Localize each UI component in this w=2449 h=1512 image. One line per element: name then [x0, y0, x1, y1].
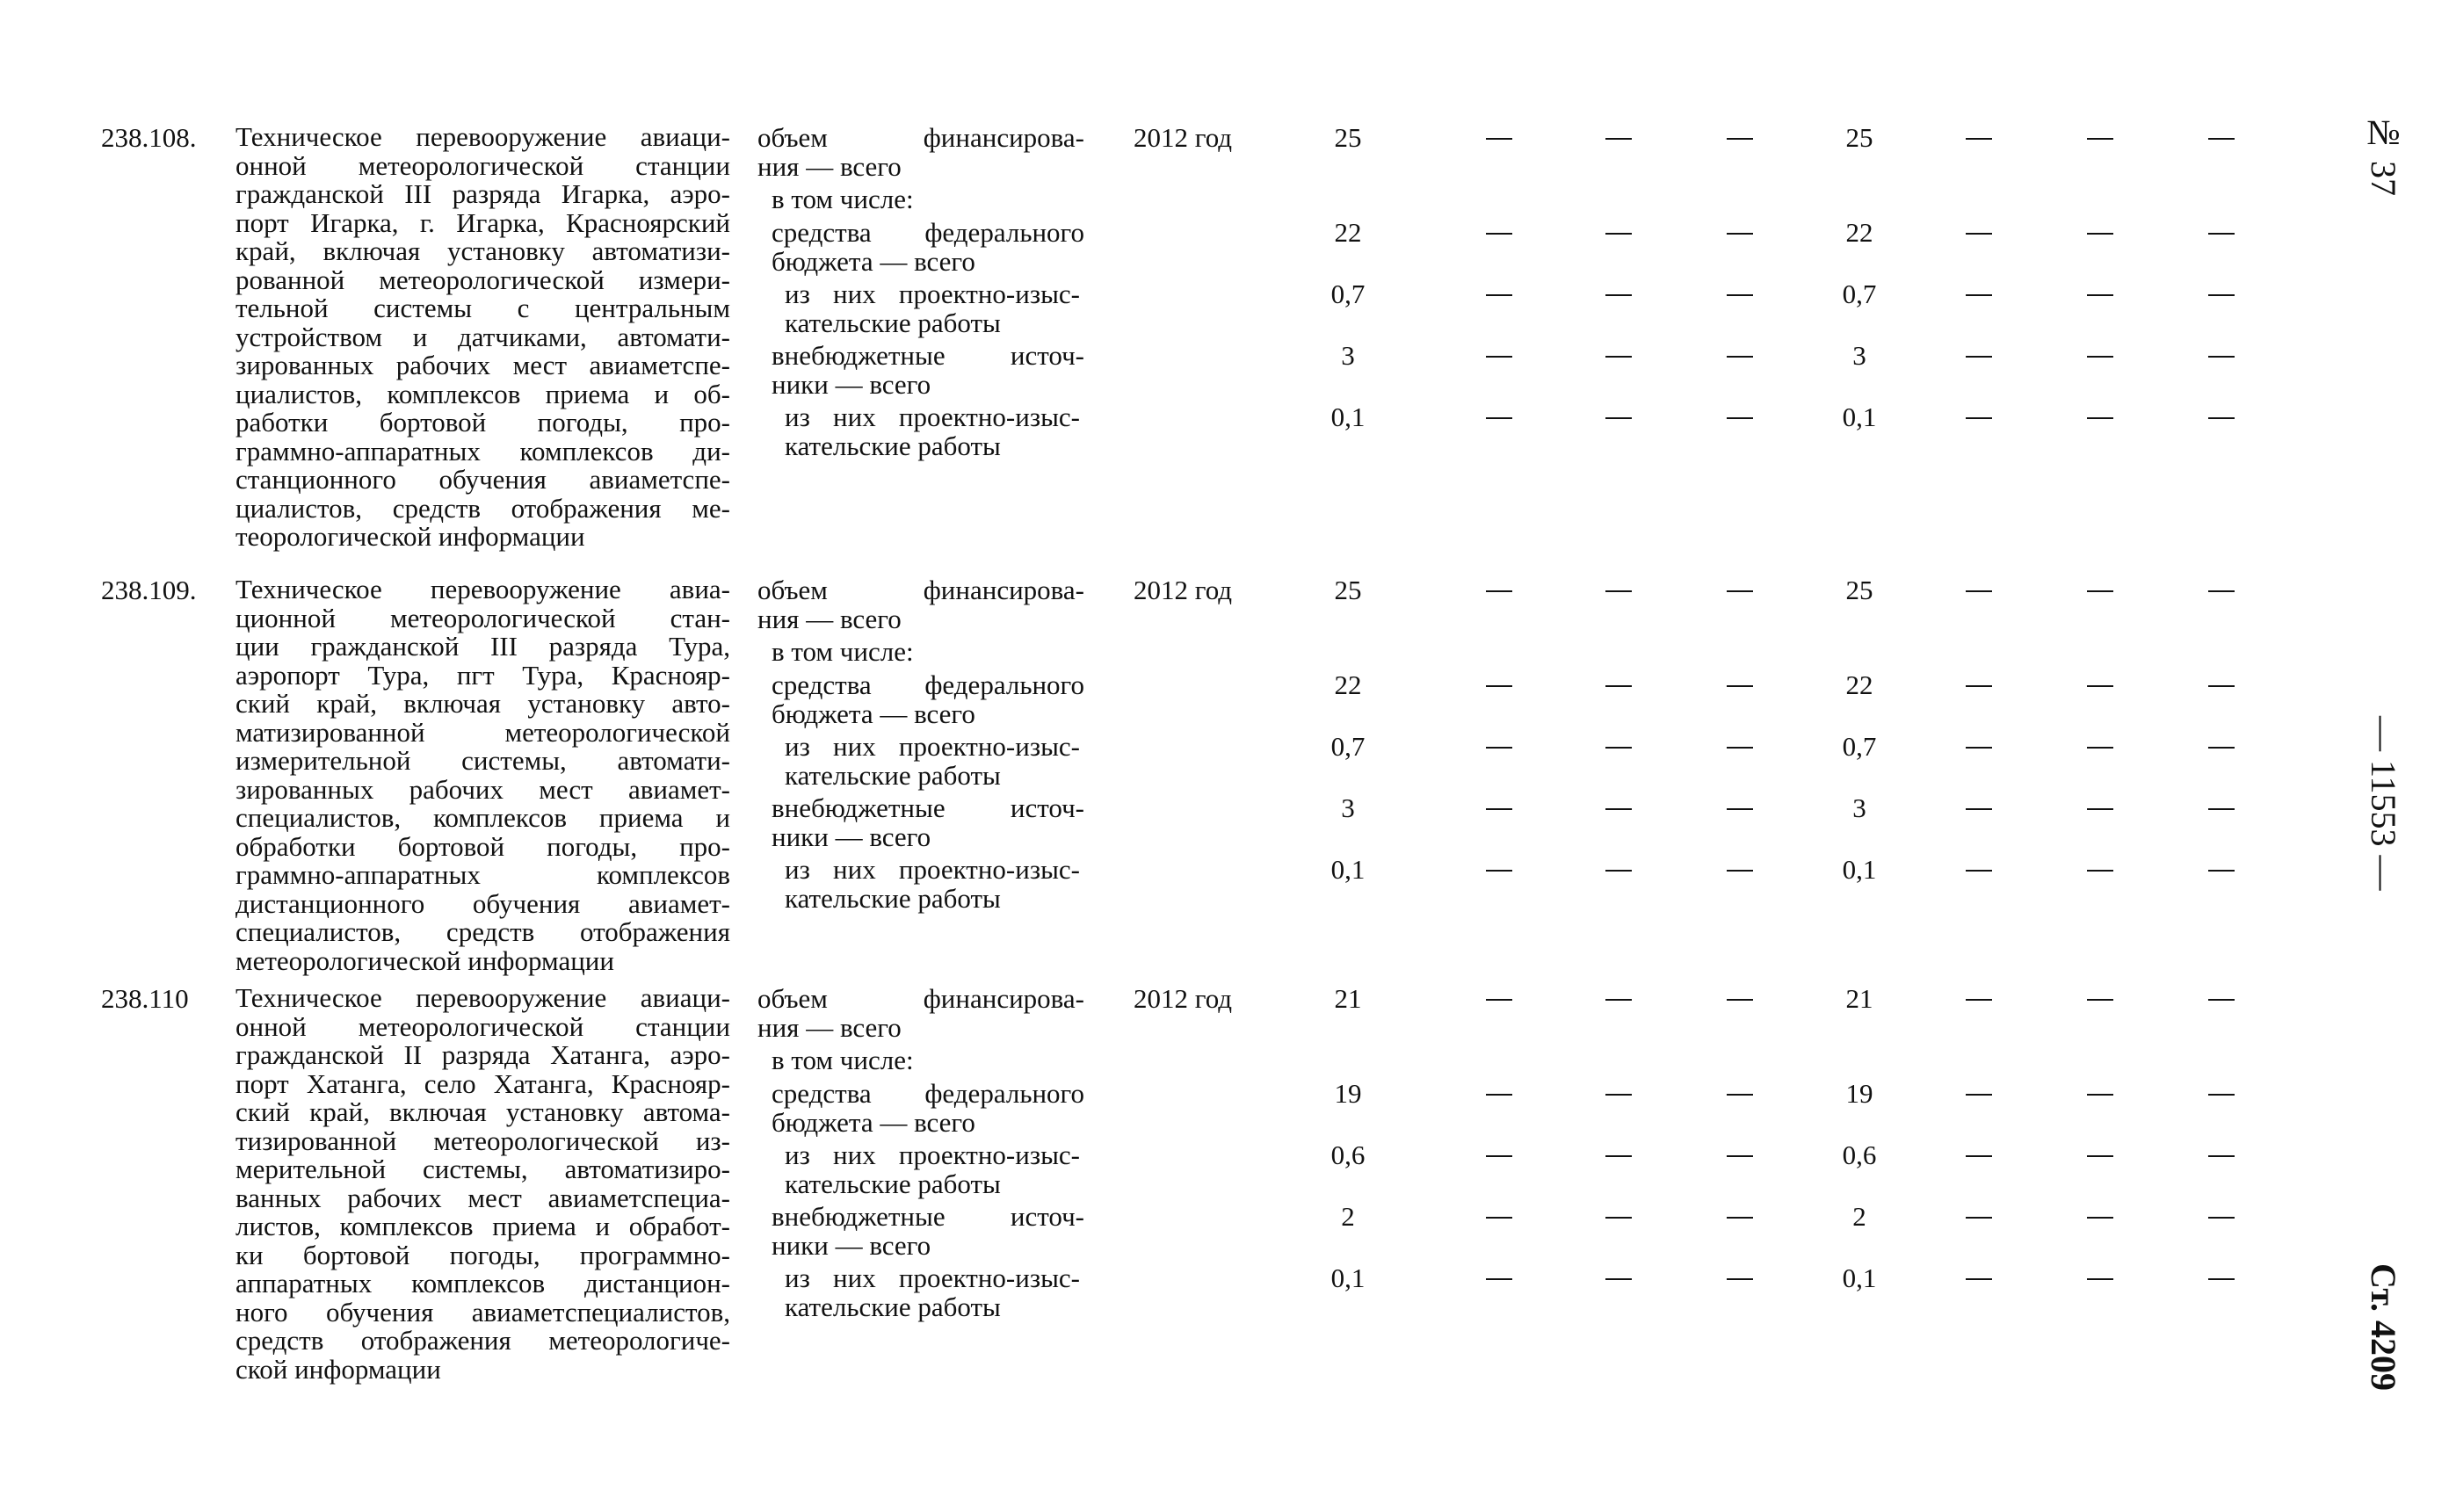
page-number: — 11553 — — [2364, 716, 2403, 891]
description-line: ки бортовой погоды, программно- — [235, 1239, 730, 1270]
empty-dash — [1486, 590, 1512, 592]
description-line: онной метеорологической станции — [235, 149, 730, 181]
description-line: измерительной системы, автомати- — [235, 745, 730, 776]
table-row — [0, 218, 2449, 278]
label-line: из них проектно-изыс- — [785, 402, 1080, 432]
description-line: граммно-аппаратных комплексов ди- — [235, 435, 730, 467]
empty-dash — [1966, 138, 1992, 140]
empty-dash — [1486, 233, 1512, 235]
description-line: теорологической информации — [235, 521, 585, 552]
row-label — [772, 218, 1084, 276]
empty-dash — [1966, 808, 1992, 810]
empty-dash — [2087, 1217, 2113, 1219]
total-value: 3 — [1341, 792, 1355, 823]
description-line: дистанционного обучения авиамет- — [235, 887, 730, 919]
empty-dash — [1727, 356, 1753, 358]
total-value: 25 — [1334, 122, 1362, 153]
entry-number: 238.110 — [101, 983, 189, 1014]
label-line: кательские работы — [785, 760, 1001, 791]
table-row — [0, 1140, 2449, 1200]
empty-dash — [2208, 1155, 2235, 1157]
table-row — [0, 123, 2449, 183]
label-line: кательские работы — [785, 883, 1001, 914]
description-line: станционного обучения авиаметспе- — [235, 464, 730, 495]
empty-dash — [1966, 417, 1992, 419]
table-row — [0, 1079, 2449, 1139]
empty-dash — [1727, 1217, 1753, 1219]
empty-dash — [2087, 870, 2113, 872]
total-value: 25 — [1334, 575, 1362, 605]
label-line: внебюджетные источ- — [772, 340, 1084, 371]
empty-dash — [1605, 1278, 1632, 1280]
table-row — [0, 402, 2449, 462]
table-row — [0, 279, 2449, 339]
row-label — [772, 637, 1084, 666]
description-line: гражданской II разряда Хатанга, аэро- — [235, 1039, 730, 1070]
empty-dash — [1486, 1155, 1512, 1157]
total-value: 22 — [1334, 669, 1362, 700]
empty-dash — [1966, 356, 1992, 358]
description-line: специалистов, комплексов приема и — [235, 802, 730, 833]
empty-dash — [1486, 808, 1512, 810]
empty-dash — [1486, 999, 1512, 1001]
empty-dash — [2208, 590, 2235, 592]
empty-dash — [1727, 808, 1753, 810]
row-label — [772, 184, 1084, 213]
description-line: Техническое перевооружение авиаци- — [235, 982, 730, 1013]
issue-number: № 37 — [2364, 112, 2403, 196]
year-value: 0,6 — [1842, 1139, 1877, 1170]
row-label — [785, 732, 1080, 790]
description-line: порт Игарка, г. Игарка, Красноярский — [235, 206, 730, 238]
empty-dash — [1966, 233, 1992, 235]
empty-dash — [1605, 233, 1632, 235]
year-value: 0,1 — [1842, 402, 1877, 432]
empty-dash — [1727, 233, 1753, 235]
description-line: тельной системы с центральным — [235, 293, 730, 323]
label-line: внебюджетные источ- — [772, 792, 1084, 823]
description-line: ванных рабочих мест авиаметспециа- — [235, 1182, 730, 1213]
table-row — [0, 1263, 2449, 1323]
empty-dash — [1727, 417, 1753, 419]
empty-dash — [2208, 747, 2235, 749]
empty-dash — [2208, 233, 2235, 235]
label-line: из них проектно-изыс- — [785, 731, 1080, 762]
empty-dash — [1727, 999, 1753, 1001]
description-line: гражданской III разряда Игарка, аэро- — [235, 178, 730, 209]
description-line: зированных рабочих мест авиамет- — [235, 773, 730, 805]
empty-dash — [1605, 138, 1632, 140]
label-line: из них проектно-изыс- — [785, 279, 1080, 309]
total-value: 22 — [1334, 217, 1362, 248]
empty-dash — [2087, 356, 2113, 358]
entry-year: 2012 год — [1134, 122, 1233, 153]
label-line: ния — всего — [757, 604, 902, 634]
label-line: из них проектно-изыс- — [785, 1262, 1080, 1293]
empty-dash — [1966, 1217, 1992, 1219]
label-line: кательские работы — [785, 430, 1001, 461]
empty-dash — [2087, 808, 2113, 810]
empty-dash — [1966, 1278, 1992, 1280]
total-value: 0,7 — [1330, 279, 1366, 309]
empty-dash — [2208, 1094, 2235, 1096]
empty-dash — [1966, 590, 1992, 592]
description-line: граммно-аппаратных комплексов — [235, 859, 730, 890]
empty-dash — [2087, 233, 2113, 235]
empty-dash — [2087, 294, 2113, 296]
row-label — [785, 1263, 1080, 1321]
year-value: 0,1 — [1842, 854, 1877, 885]
description-line: рованной метеорологической измери- — [235, 264, 730, 295]
description-line: аэропорт Тура, пгт Тура, Краснояр- — [235, 659, 730, 691]
empty-dash — [2208, 356, 2235, 358]
label-line: средства федерального — [772, 669, 1084, 700]
empty-dash — [1727, 1278, 1753, 1280]
year-value: 22 — [1845, 669, 1873, 700]
year-value: 25 — [1845, 575, 1873, 605]
empty-dash — [2087, 1094, 2113, 1096]
row-label — [772, 793, 1084, 851]
table-row — [0, 732, 2449, 792]
total-value: 0,1 — [1330, 402, 1366, 432]
label-line: бюджета — всего — [772, 698, 975, 729]
description-line: ционной метеорологической стан- — [235, 602, 730, 633]
empty-dash — [1966, 294, 1992, 296]
empty-dash — [1966, 999, 1992, 1001]
description-line: порт Хатанга, село Хатанга, Краснояр- — [235, 1067, 730, 1099]
year-value: 19 — [1845, 1078, 1873, 1109]
year-value: 0,1 — [1842, 1262, 1877, 1293]
description-line: край, включая установку автоматизи- — [235, 235, 730, 266]
description-line: специалистов, средств отображения — [235, 916, 730, 947]
description-line: Техническое перевооружение авиаци- — [235, 121, 730, 152]
total-value: 19 — [1334, 1078, 1362, 1109]
empty-dash — [2208, 999, 2235, 1001]
empty-dash — [1486, 870, 1512, 872]
table-row — [0, 670, 2449, 730]
table-row — [0, 341, 2449, 401]
description-line: обработки бортовой погоды, про- — [235, 830, 730, 862]
empty-dash — [1605, 747, 1632, 749]
empty-dash — [1605, 999, 1632, 1001]
empty-dash — [1727, 1155, 1753, 1157]
row-label — [772, 1079, 1084, 1137]
label-line: бюджета — всего — [772, 246, 975, 277]
description-line: циалистов, средств отображения ме- — [235, 492, 730, 524]
empty-dash — [1486, 685, 1512, 687]
row-label — [757, 575, 1084, 633]
empty-dash — [1605, 685, 1632, 687]
table-row — [0, 1202, 2449, 1262]
entry-number: 238.109. — [101, 575, 197, 605]
label-line: из них проектно-изыс- — [785, 854, 1080, 885]
row-label — [772, 1202, 1084, 1260]
year-value: 22 — [1845, 217, 1873, 248]
description-line: листов, комплексов приема и обработ- — [235, 1211, 730, 1241]
description-line: онной метеорологической станции — [235, 1010, 730, 1042]
empty-dash — [1727, 747, 1753, 749]
label-line: ники — всего — [772, 1230, 931, 1261]
empty-dash — [2208, 138, 2235, 140]
row-label — [772, 670, 1084, 728]
empty-dash — [2087, 417, 2113, 419]
description-line: тизированной метеорологической из- — [235, 1125, 730, 1156]
label-line: кательские работы — [785, 1168, 1001, 1199]
empty-dash — [1486, 356, 1512, 358]
year-value: 3 — [1852, 340, 1866, 371]
empty-dash — [1605, 1155, 1632, 1157]
empty-dash — [1605, 590, 1632, 592]
empty-dash — [1605, 294, 1632, 296]
empty-dash — [1727, 294, 1753, 296]
empty-dash — [1486, 138, 1512, 140]
empty-dash — [2208, 685, 2235, 687]
empty-dash — [1605, 1217, 1632, 1219]
entry-number: 238.108. — [101, 122, 197, 153]
label-line: объем финансирова- — [757, 983, 1084, 1014]
empty-dash — [1727, 685, 1753, 687]
total-value: 0,6 — [1330, 1139, 1366, 1170]
empty-dash — [2208, 1278, 2235, 1280]
total-value: 2 — [1341, 1201, 1355, 1232]
label-line: внебюджетные источ- — [772, 1201, 1084, 1232]
row-label — [785, 402, 1080, 460]
label-line: кательские работы — [785, 1291, 1001, 1322]
empty-dash — [1966, 1094, 1992, 1096]
empty-dash — [1486, 747, 1512, 749]
total-value: 0,7 — [1330, 731, 1366, 762]
label-line: бюджета — всего — [772, 1107, 975, 1138]
empty-dash — [1486, 294, 1512, 296]
label-line: средства федерального — [772, 217, 1084, 248]
empty-dash — [1727, 138, 1753, 140]
entry-year: 2012 год — [1134, 983, 1233, 1014]
description-line: ции гражданской III разряда Тура, — [235, 631, 730, 662]
table-row — [0, 575, 2449, 635]
total-value: 0,1 — [1330, 854, 1366, 885]
empty-dash — [1727, 1094, 1753, 1096]
row-label — [785, 1140, 1080, 1198]
label-line: ния — всего — [757, 151, 902, 182]
empty-dash — [1727, 870, 1753, 872]
row-label — [772, 341, 1084, 399]
empty-dash — [2208, 294, 2235, 296]
description-line: метеорологической информации — [235, 944, 614, 976]
year-value: 0,7 — [1842, 279, 1877, 309]
empty-dash — [2087, 999, 2113, 1001]
row-label — [785, 855, 1080, 913]
empty-dash — [1727, 590, 1753, 592]
empty-dash — [1486, 417, 1512, 419]
year-value: 2 — [1852, 1201, 1866, 1232]
label-line: в том числе: — [772, 1045, 914, 1075]
empty-dash — [1605, 417, 1632, 419]
table-row — [0, 855, 2449, 915]
empty-dash — [1605, 1094, 1632, 1096]
empty-dash — [1486, 1094, 1512, 1096]
empty-dash — [2208, 1217, 2235, 1219]
label-line: в том числе: — [772, 184, 914, 214]
description-line: зированных рабочих мест авиаметспе- — [235, 350, 730, 380]
empty-dash — [2087, 1278, 2113, 1280]
year-value: 3 — [1852, 792, 1866, 823]
description-line: циалистов, комплексов приема и об- — [235, 378, 730, 409]
description-line: ский край, включая установку авто- — [235, 688, 730, 719]
empty-dash — [1966, 870, 1992, 872]
description-line: работки бортовой погоды, про- — [235, 407, 730, 438]
empty-dash — [1605, 808, 1632, 810]
row-label — [785, 279, 1080, 337]
empty-dash — [2087, 590, 2113, 592]
description-line: мерительной системы, автоматизиро- — [235, 1154, 730, 1184]
label-line: средства федерального — [772, 1078, 1084, 1109]
description-line: Техническое перевооружение авиа- — [235, 574, 730, 604]
label-line: объем финансирова- — [757, 122, 1084, 153]
year-value: 25 — [1845, 122, 1873, 153]
description-line: матизированной метеорологической — [235, 716, 730, 748]
row-label — [757, 984, 1084, 1042]
description-line: ного обучения авиаметспециалистов, — [235, 1296, 730, 1328]
description-line: аппаратных комплексов дистанцион- — [235, 1268, 730, 1299]
total-value: 21 — [1334, 983, 1362, 1014]
empty-dash — [2208, 808, 2235, 810]
total-value: 0,1 — [1330, 1262, 1366, 1293]
label-line: из них проектно-изыс- — [785, 1139, 1080, 1170]
label-line: объем финансирова- — [757, 575, 1084, 605]
empty-dash — [2087, 685, 2113, 687]
table-row — [0, 984, 2449, 1044]
entry-year: 2012 год — [1134, 575, 1233, 605]
year-value: 0,7 — [1842, 731, 1877, 762]
label-line: в том числе: — [772, 636, 914, 667]
row-label — [757, 123, 1084, 181]
empty-dash — [1966, 1155, 1992, 1157]
empty-dash — [1605, 356, 1632, 358]
empty-dash — [1486, 1217, 1512, 1219]
empty-dash — [2087, 138, 2113, 140]
label-line: кательские работы — [785, 307, 1001, 338]
empty-dash — [2087, 1155, 2113, 1157]
row-label — [772, 1045, 1084, 1074]
article-number: Ст. 4209 — [2364, 1263, 2403, 1391]
label-line: ния — всего — [757, 1012, 902, 1043]
empty-dash — [1966, 685, 1992, 687]
label-line: ники — всего — [772, 369, 931, 400]
description-line: ской информации — [235, 1353, 441, 1385]
label-line: ники — всего — [772, 821, 931, 852]
empty-dash — [1486, 1278, 1512, 1280]
empty-dash — [2208, 870, 2235, 872]
empty-dash — [2087, 747, 2113, 749]
description-line: средств отображения метеорологиче- — [235, 1325, 730, 1356]
empty-dash — [1605, 870, 1632, 872]
empty-dash — [1966, 747, 1992, 749]
description-line: ский край, включая установку автома- — [235, 1096, 730, 1127]
empty-dash — [2208, 417, 2235, 419]
description-line: устройством и датчиками, автомати- — [235, 321, 730, 352]
total-value: 3 — [1341, 340, 1355, 371]
table-row — [0, 793, 2449, 853]
year-value: 21 — [1845, 983, 1873, 1014]
